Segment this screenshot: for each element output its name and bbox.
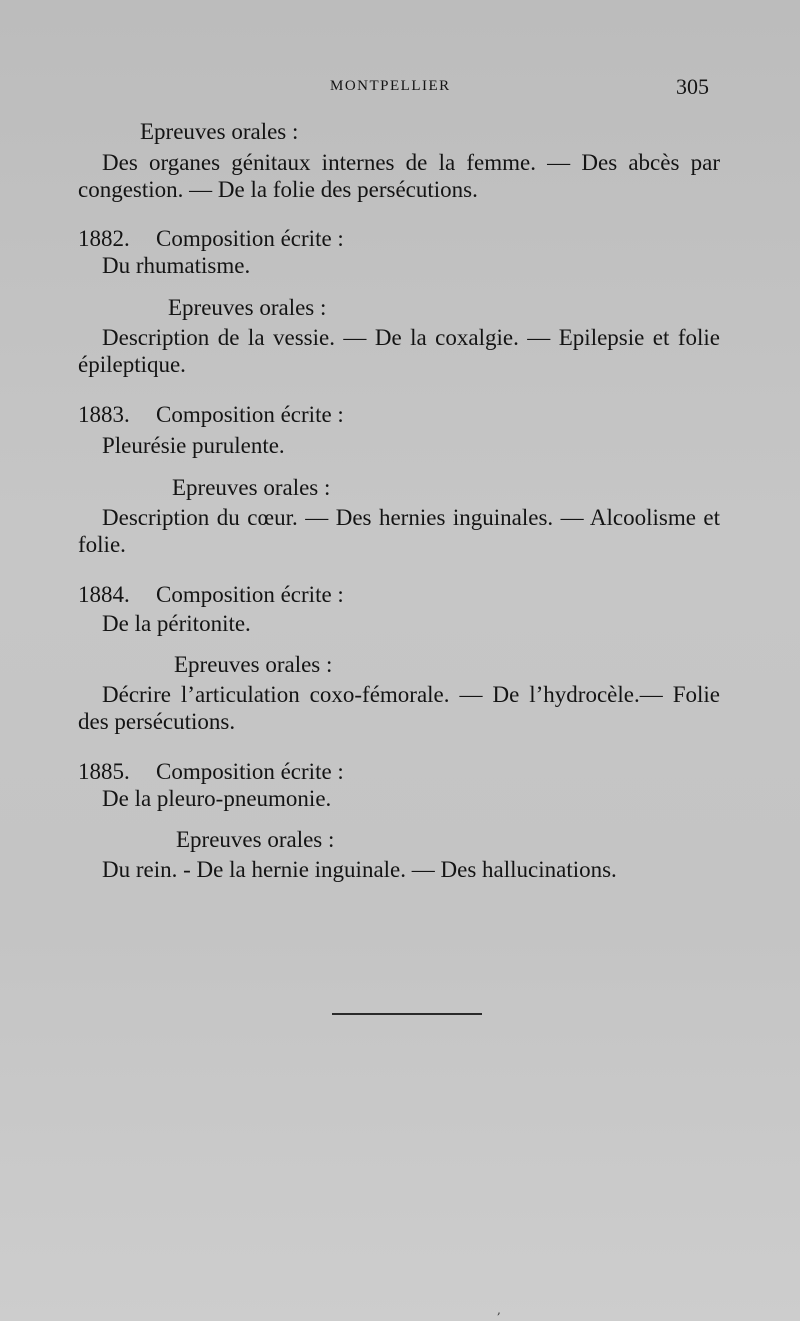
year-entry [78,758,720,785]
year-entry [78,401,720,428]
year: 1884. [78,582,130,607]
section-rule [332,1013,482,1015]
written-subject: Du rhumatisme. [102,253,251,278]
written-subject: De la péritonite. [102,611,251,636]
oral-heading: Epreuves orales : [168,295,327,320]
page-number: 305 [676,74,709,99]
oral-heading: Epreuves orales : [140,119,299,144]
written-subject: Pleurésie purulente. [102,433,285,458]
oral-subjects: Description de la vessie. — De la coxalgie. — Epilepsie et folie épileptique. [78,325,720,377]
oral-subjects: Description du cœur. — Des hernies inguinales. — Alcoolisme et folie. [78,505,720,557]
written-label: Composition écrite : [156,582,344,607]
written-label: Composition écrite : [156,402,344,427]
oral-heading: Epreuves orales : [174,652,333,677]
oral-heading: Epreuves orales : [176,827,335,852]
oral-subjects: Décrire l’articulation coxo-fémorale. — De l’hydrocèle.— Folie des persécutions. [78,682,720,734]
running-header [0,76,800,100]
year-entry [78,225,720,252]
written-label: Composition écrite : [156,226,344,251]
year: 1883. [78,402,130,427]
written-label: Composition écrite : [156,759,344,784]
ink-speck: , [497,1303,501,1317]
oral-heading: Epreuves orales : [172,475,331,500]
written-subject: De la pleuro-pneumonie. [102,786,332,811]
running-title: MONTPELLIER [330,78,451,94]
year-entry [78,581,720,608]
oral-subjects: Des organes génitaux internes de la femme. — Des abcès par congestion. — De la folie des persécutions. [78,150,720,202]
exam-list [78,118,720,883]
year: 1882. [78,226,130,251]
year: 1885. [78,759,130,784]
oral-subjects: Du rein. - De la hernie inguinale. — Des hallucinations. [102,857,617,882]
